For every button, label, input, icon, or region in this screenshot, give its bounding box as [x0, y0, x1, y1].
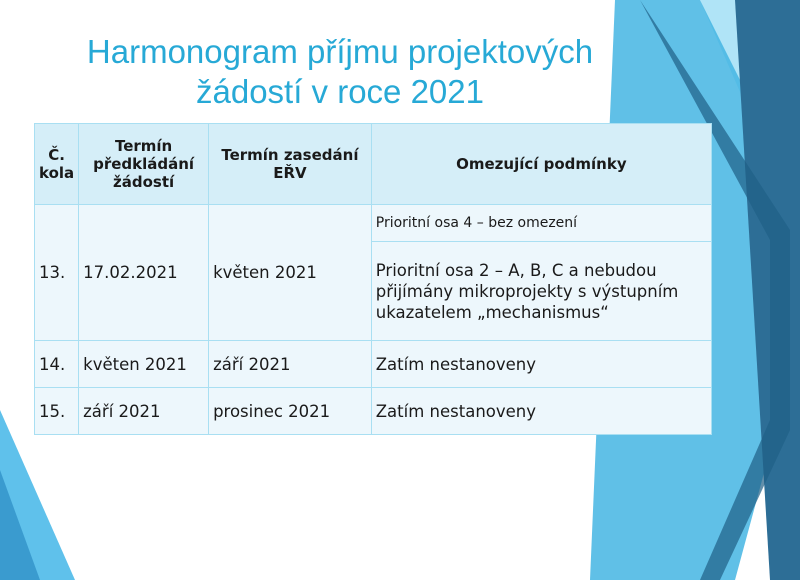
- cell-podminky: Zatím nestanoveny: [371, 388, 711, 435]
- cell-podminky: Prioritní osa 4 – bez omezení: [371, 205, 711, 242]
- cell-kolo: 14.: [35, 341, 79, 388]
- cell-termin-zasedani: září 2021: [209, 341, 372, 388]
- table-row: [35, 205, 712, 242]
- cell-termin-predkladani: září 2021: [79, 388, 209, 435]
- table-row: [35, 388, 712, 435]
- slide-title: [30, 32, 650, 112]
- cell-termin-predkladani: květen 2021: [79, 341, 209, 388]
- slide-title-line2: žádostí v roce 2021: [195, 73, 484, 110]
- slide-title-line1: Harmonogram příjmu projektových: [86, 33, 594, 70]
- header-termin-zasedani: Termín zasedání EŘV: [209, 124, 372, 205]
- cell-podminky: Prioritní osa 2 – A, B, C a nebudou přijímány mikroprojekty s výstupním ukazatelem „mechanismus“: [371, 242, 711, 341]
- cell-kolo: 15.: [35, 388, 79, 435]
- table-header-row: [35, 124, 712, 205]
- header-kolo: Č. kola: [35, 124, 79, 205]
- cell-termin-zasedani: květen 2021: [209, 205, 372, 341]
- cell-kolo: 13.: [35, 205, 79, 341]
- harmonogram-table: [34, 123, 712, 435]
- cell-termin-zasedani: prosinec 2021: [209, 388, 372, 435]
- cell-termin-predkladani: 17.02.2021: [79, 205, 209, 341]
- header-termin-predkladani: Termín předkládání žádostí: [79, 124, 209, 205]
- header-podminky: Omezující podmínky: [371, 124, 711, 205]
- table-row: [35, 341, 712, 388]
- cell-podminky: Zatím nestanoveny: [371, 341, 711, 388]
